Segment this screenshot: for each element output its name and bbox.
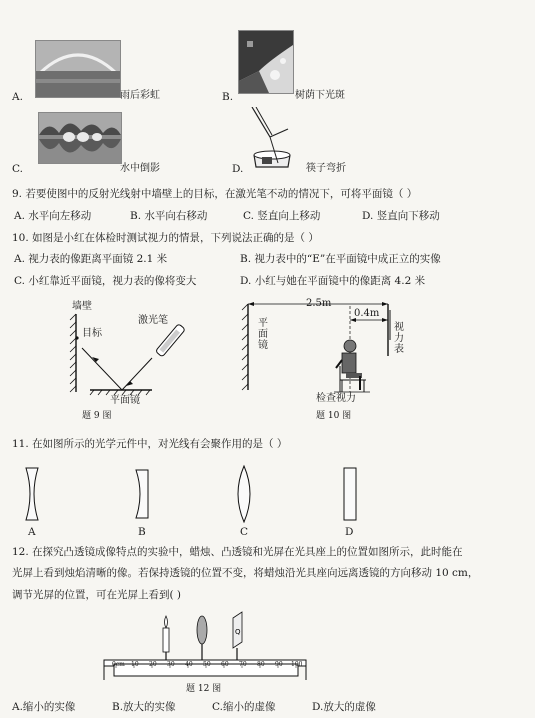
ruler-tick-100: 100 — [291, 661, 303, 668]
ruler-tick-40: 40 — [185, 661, 193, 668]
question-10-option-b: B. 视力表中的“E”在平面镜中成正立的实像 — [240, 253, 441, 265]
figure-10-caption: 题 10 图 — [316, 411, 352, 421]
concave-lens-a — [26, 468, 38, 520]
candle — [163, 616, 169, 664]
ruler-tick-10: 10 — [131, 661, 139, 668]
figure-10-person-label: 检查视力 — [316, 393, 356, 404]
figure-9-mirror-label: 平面镜 — [110, 395, 140, 406]
option-a-caption: 雨后彩虹 — [120, 90, 160, 101]
chopsticks-figure — [248, 107, 298, 169]
option-c-letter: C. — [12, 163, 23, 175]
question-12-option-c: C.缩小的虚像 — [212, 701, 276, 713]
figure-10-chart-label: 视力表 — [394, 322, 404, 355]
question-11-stem: 11. 在如图所示的光学元件中，对光线有会聚作用的是（ ） — [12, 438, 288, 450]
question-12-stem-line-3: 调节光屏的位置，可在光屏上看到( ) — [12, 589, 182, 601]
question-12-option-d: D.放大的虚像 — [312, 701, 376, 713]
question-10-option-a: A. 视力表的像距离平面镜 2.1 米 — [14, 253, 168, 265]
question-9-stem: 9. 若要使图中的反射光线射中墙壁上的目标，在激光笔不动的情况下，可将平面镜（ ） — [12, 188, 418, 200]
tree-shade-photo — [238, 30, 294, 94]
option-b-letter: B. — [222, 91, 234, 103]
element-label-b: B — [138, 526, 146, 538]
question-9-option-b: B. 水平向右移动 — [130, 210, 208, 222]
option-d-letter: D. — [232, 163, 244, 175]
element-label-c: C — [240, 526, 249, 538]
glass-slab-d — [344, 468, 356, 520]
ruler-tick-60: 60 — [221, 661, 229, 668]
question-12-stem-line-1: 12. 在探究凸透镜成像特点的实验中，蜡烛、凸透镜和光屏在光具座上的位置如图所示，此时能在 — [12, 546, 463, 558]
optical-elements — [20, 464, 380, 524]
svg-text:Q: Q — [235, 628, 241, 636]
figure-10-distance-2-5m: 2.5m — [306, 298, 332, 309]
ruler-tick-90: 90 — [275, 661, 283, 668]
question-10-option-c: C. 小红靠近平面镜，视力表的像将变大 — [14, 275, 197, 287]
element-label-d: D — [345, 526, 354, 538]
rainbow-photo — [35, 40, 121, 98]
figure-9-target-label: 目标 — [82, 328, 102, 339]
question-9-option-a: A. 水平向左移动 — [14, 210, 92, 222]
figure-10-mirror-label: 平面镜 — [258, 318, 268, 351]
ruler-tick-30: 30 — [167, 661, 175, 668]
question-12-option-b: B.放大的实像 — [112, 701, 176, 713]
figure-9-laser-label: 激光笔 — [138, 315, 168, 326]
ruler-tick-70: 70 — [239, 661, 247, 668]
ruler-tick-0: 0cm — [112, 661, 125, 668]
figure-9-caption: 题 9 图 — [82, 411, 112, 421]
optical-bench-figure — [100, 608, 310, 686]
ruler-tick-20: 20 — [149, 661, 157, 668]
ruler-tick-80: 80 — [257, 661, 265, 668]
question-10-option-d: D. 小红与她在平面镜中的像距离 4.2 米 — [240, 275, 426, 287]
question-12-option-a: A.缩小的实像 — [12, 701, 76, 713]
figure-10-distance-0-4m: 0.4m — [354, 308, 380, 319]
option-b-caption: 树荫下光斑 — [295, 90, 345, 101]
convex-lens-c — [238, 466, 250, 522]
option-d-caption: 筷子弯折 — [306, 163, 346, 174]
question-9-option-d: D. 竖直向下移动 — [362, 210, 440, 222]
ruler-tick-50: 50 — [203, 661, 211, 668]
question-12-stem-line-2: 光屏上看到烛焰清晰的像。若保持透镜的位置不变，将蜡烛沿光具座向远离透镜的方向移动 10 cm， — [12, 567, 479, 579]
figure-9-wall-label: 墙壁 — [72, 301, 92, 312]
element-label-a: A — [28, 526, 36, 538]
plano-concave-lens-b — [136, 470, 148, 518]
question-9-option-c: C. 竖直向上移动 — [243, 210, 321, 222]
option-a-letter: A. — [12, 91, 23, 103]
reflection-photo — [38, 112, 122, 164]
figure-12-caption: 题 12 图 — [186, 684, 222, 694]
light-screen — [233, 612, 242, 664]
option-c-caption: 水中倒影 — [120, 163, 160, 174]
convex-lens — [197, 616, 207, 664]
question-10-stem: 10. 如图是小红在体检时测试视力的情景，下列说法正确的是（ ） — [12, 232, 319, 244]
